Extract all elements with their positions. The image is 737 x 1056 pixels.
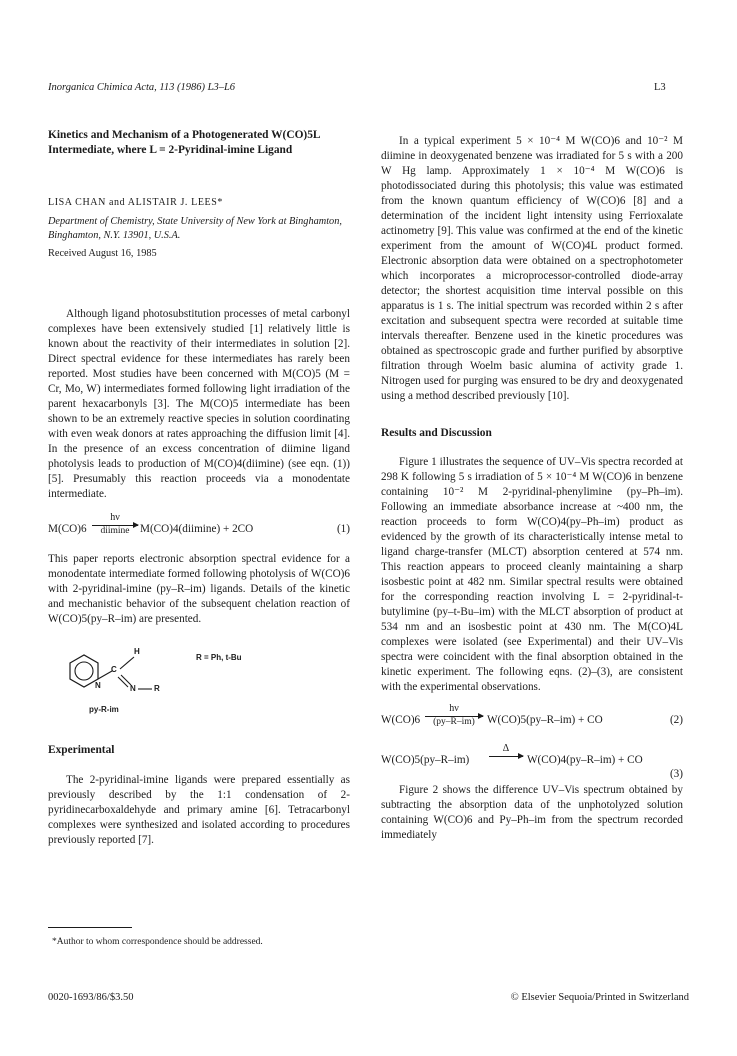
intro-paragraph: Although ligand photosubstitution processes of metal carbonyl complexes have been extensively studied [1] relatively little is known about the reactivity of their intermediates in solution [2]. Direct spectral evidence for these intermediates has rarely been reported. Most studies have been concerned with M(CO)5 (M = Cr, Mo, W) intermediates formed following light irradiation of the parent hexacarbonyls [3]. The M(CO)5 intermediate has been shown to be an extremely reactive species in solution coordinating with even weak donors at rates approaching the diffusion limit [4]. In the presence of an excess concentration of diimine ligand photolysis leads to production of M(CO)4(diimine) (see eqn. (1)) [5]. Presumably this reaction proceeds via a monodentate intermediate.: [48, 308, 350, 501]
eq1-number: (1): [336, 523, 350, 536]
results-heading: Results and Discussion: [381, 427, 492, 439]
article-title: Kinetics and Mechanism of a Photogenerated W(CO)5L Intermediate, where L = 2-Pyridinal-imine Ligand: [48, 129, 320, 157]
eq1-arrow: [92, 512, 138, 537]
article-affiliation: Department of Chemistry, State University of New York at Binghamton, Binghamton, N.Y. 13901, U.S.A.: [48, 216, 342, 242]
journal-citation: Inorganica Chimica Acta, 113 (1986) L3–L6: [48, 82, 236, 93]
reaction-arrow-icon: [489, 756, 523, 757]
eq1-lhs: M(CO)6: [48, 523, 87, 536]
page-number: L3: [654, 82, 666, 93]
reaction-arrow-icon: [425, 716, 483, 717]
right-column: [381, 128, 683, 843]
equation-1: [48, 512, 350, 546]
figure2-paragraph: Figure 2 shows the difference UV–Vis spectrum obtained by subtracting the absorption data of the unphotolyzed solution containing W(CO)6 and Py–Ph–im from the spectrum recorded immediately: [381, 784, 683, 842]
equation-3: [381, 743, 683, 781]
received-date: Received August 16, 1985: [48, 247, 157, 259]
eq2-number: (2): [669, 714, 683, 727]
eq1-below: diimine: [100, 526, 130, 537]
atom-n-imine: N: [130, 684, 136, 694]
eq3-above: Δ: [502, 743, 510, 755]
eq3-arrow: [489, 743, 523, 757]
typical-experiment-paragraph: In a typical experiment 5 × 10⁻⁴ M W(CO)6 and 10⁻² M diimine in deoxygenated benzene was irradiated for 5 s with a 200 W Hg lamp. Approximately 1 × 10⁻⁴ M W(CO)6 is photodissociated during this photolysis; this value was estimated from the known quantum efficiency of W(CO)6 [8] and a determination of the incident light intensity using Ferrioxalate actinometry [9]. This value was confirmed at the end of the kinetic experiment from the amount of W(CO)4L product formed. Electronic absorption data were obtained on a spectrophotometer which incorporates a microprocessor-controlled diode-array detector; the shortest acquisition time interval possible on this apparatus is 1 s. The initial spectrum was recorded within 2 s after excitation and subsequent spectra were recorded at suitable time intervals thereafter. Benzene used in the kinetic procedures was obtained as spectroscopic grade and further purified by absorptive filtration through Woelm basic alumina of activity grade 1. Nitrogen used for purging was ensured to be dry and deoxygenated using a method described previously [10].: [381, 135, 683, 402]
article-authors: LISA CHAN and ALISTAIR J. LEES*: [48, 197, 224, 209]
eq3-lhs: W(CO)5(py–R–im): [381, 754, 470, 767]
eq2-above: hν: [449, 703, 459, 715]
atom-r: R: [154, 684, 160, 694]
eq2-lhs: W(CO)6: [381, 714, 421, 727]
experimental-paragraph: The 2-pyridinal-imine ligands were prepared essentially as previously described by the 1:1 condensation of 2-pyridinecarboxaldehyde and primary amine [6]. Tetracarbonyl complexes were synthesized and isolated according to procedures previously reported [7].: [48, 773, 350, 846]
equation-2: [381, 703, 683, 737]
chemical-structure: [48, 641, 350, 729]
experimental-heading: Experimental: [48, 744, 115, 757]
eq3-rhs: W(CO)4(py–R–im) + CO: [527, 754, 643, 767]
eq3-number: (3): [669, 768, 683, 781]
reaction-arrow-icon: [92, 525, 138, 526]
structure-caption: py-R-im: [89, 705, 119, 715]
atom-c: C: [111, 665, 117, 675]
results-paragraph: Figure 1 illustrates the sequence of UV–Vis spectra recorded at 298 K following 5 s irradiation of 5 × 10⁻⁴ M W(CO)6 in benzene containing 10⁻² M 2-pyridinal-phenylimine (py–Ph–im). Following an immediate absorbance increase at ~400 nm, the reaction proceeds to form W(CO)4(py–Ph–im) product as evidenced by the growth of its characteristically intense metal to ligand charge-transfer (MLCT) absorption centered at 574 nm. This reaction appears to proceed cleanly maintaining a sharp isosbestic point at 482 nm. Similar spectral results were obtained for the corresponding reaction involving L = 2-pyridinal-t-butylimine (py–t-Bu–im) with the MLCT absorption of product at 534 nm and an isosbestic point at 430 nm. The M(CO)4L complexes were isolated (see Experimental) and their UV–Vis spectra were coincident with the final absorption obtained in the kinetic experiment. The following eqns. (2)–(3), are consistent with the experimental observations.: [381, 456, 683, 694]
eq1-above: hν: [110, 512, 120, 524]
atom-h: H: [134, 647, 140, 657]
eq2-below: (py–R–im): [433, 717, 475, 728]
footnote-rule: [48, 927, 132, 928]
left-column: [48, 128, 350, 848]
eq2-arrow: [425, 703, 483, 728]
footer-copyright: © Elsevier Sequoia/Printed in Switzerland: [510, 992, 689, 1003]
atom-n-ring: N: [95, 681, 101, 691]
footer-code: 0020-1693/86/$3.50: [48, 992, 134, 1003]
paper-summary-paragraph: This paper reports electronic absorption spectral evidence for a monodentate intermediate formed following photolysis of W(CO)6 with 2-pyridinal-imine (py–R–im) ligands. Details of the kinetic and mechanistic behavior of the subsequent chelation reaction of W(CO)5(py–R–im) are presented.: [48, 553, 350, 626]
footnote: *Author to whom correspondence should be addressed.: [52, 937, 263, 947]
eq2-rhs: W(CO)5(py–R–im) + CO: [487, 714, 603, 727]
r-definition: R = Ph, t-Bu: [196, 653, 242, 663]
eq1-rhs: M(CO)4(diimine) + 2CO: [140, 523, 254, 536]
